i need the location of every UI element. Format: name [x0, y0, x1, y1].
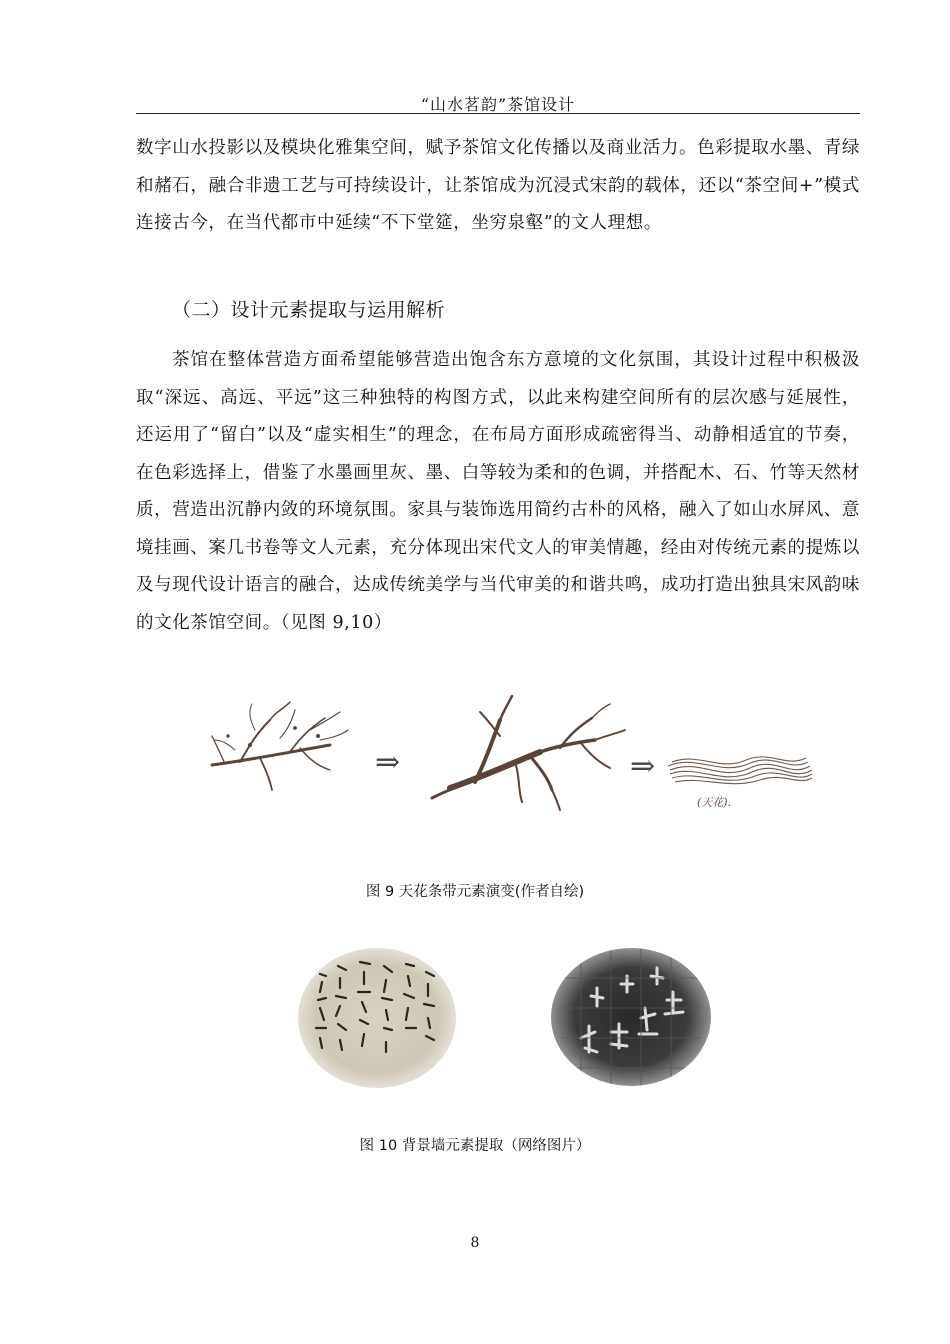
arrow-1: ⇒: [375, 745, 401, 780]
branch-sketch-1: [212, 702, 348, 790]
calligraphy-image-2: [551, 948, 711, 1086]
calligraphy-image-1: [298, 948, 456, 1088]
paragraph-design-elements: 茶馆在整体营造方面希望能够营造出饱含东方意境的文化氛围，其设计过程中积极汲取“深远、高远、平远”这三种独特的构图方式，以此来构建空间所有的层次感与延展性，还运用了“留白”以及“虚实相生”的理念，在布局方面形成疏密得当、动静相适宜的节奏，在色彩选择上，借鉴了水墨画里灰、墨、白等较为柔和的色调，并搭配木、石、竹等天然材质，营造出沉静内敛的环境氛围。家具与装饰选用简约古朴的风格，融入了如山水屏风、意境挂画、案几书卷等文人元素，充分体现出宋代文人的审美情趣，经由对传统元素的提炼以及与现代设计语言的融合，达成传统美学与当代审美的和谐共鸣，成功打造出独具宋风韵味的文化茶馆空间。（见图 9,10）: [136, 350, 860, 633]
figure-10-caption: 图 10 背景墙元素提取（网络图片）: [359, 1138, 591, 1154]
handwritten-label: (天花).: [697, 796, 732, 809]
paragraph-intro: 数字山水投影以及模块化雅集空间，赋予茶馆文化传播以及商业活力。色彩提取水墨、青绿和赭石，融合非遗工艺与可持续设计，让茶馆成为沉浸式宋韵的载体，还以“茶空间+”模式连接古今，在当代都市中延续“不下堂筵，坐穷泉壑”的文人理想。: [136, 138, 860, 233]
figure-9-caption: 图 9 天花条带元素演变(作者自绘): [365, 884, 585, 900]
page-header: “山水茗韵”茶馆设计: [420, 95, 576, 114]
figure-9-illustration: [200, 690, 820, 830]
arrow-2: ⇒: [630, 749, 656, 784]
wave-ribbon: [668, 757, 812, 784]
page-number: 8: [470, 1235, 480, 1251]
branch-drawing-2: [432, 696, 625, 810]
section-title: （二）设计元素提取与运用解析: [172, 299, 446, 321]
header-rule: [136, 113, 860, 114]
